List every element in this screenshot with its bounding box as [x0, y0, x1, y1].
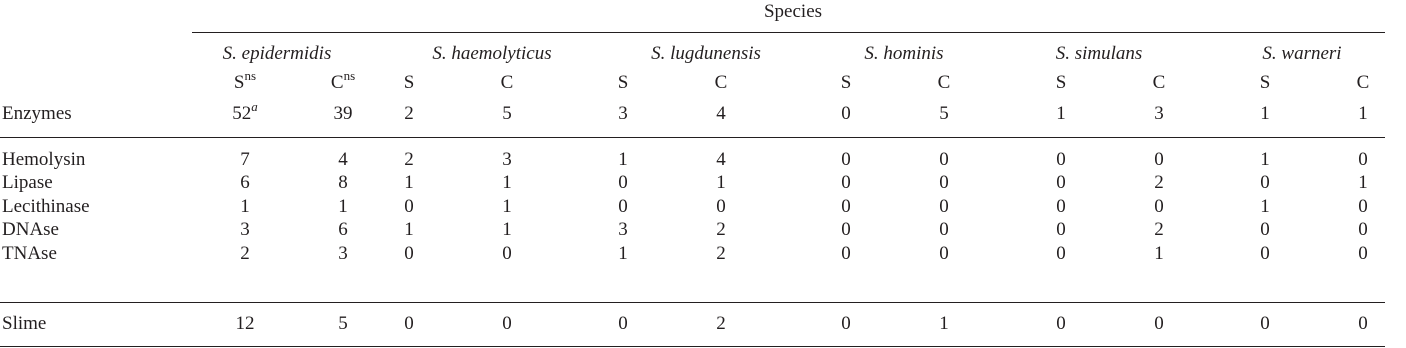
species-name: S. hominis	[864, 43, 944, 64]
column-count	[716, 103, 726, 125]
table-cell: 0	[1154, 196, 1164, 217]
table-cell: 1	[502, 196, 512, 217]
table-cell: 2	[716, 219, 726, 240]
cell-text: 0	[841, 103, 851, 124]
table-cell: 6	[338, 219, 348, 240]
table-cell: 4	[716, 149, 726, 170]
column-count	[1056, 103, 1066, 125]
cell-text: S	[1055, 72, 1067, 93]
table-cell: 0	[1056, 196, 1066, 217]
cell-text: 52	[232, 103, 252, 124]
table-bottom-rule	[0, 346, 1385, 347]
cell-text: S	[1259, 72, 1271, 93]
table-cell: 0	[1154, 149, 1164, 170]
cell-text: 1	[1056, 103, 1066, 124]
table-cell: 0	[404, 243, 414, 264]
table-cell: 0	[1056, 149, 1066, 170]
table-cell: 0	[1056, 313, 1066, 334]
table-cell: 0	[502, 313, 512, 334]
table-cell: 0	[841, 196, 851, 217]
cell-text: 5	[939, 103, 949, 124]
table-cell: 0	[841, 219, 851, 240]
column-label	[841, 72, 852, 94]
cell-text: 2	[404, 103, 414, 124]
table-cell: 1	[939, 313, 949, 334]
cell-text: 39	[333, 103, 353, 124]
species-name: S. warneri	[1262, 43, 1342, 64]
column-label	[715, 72, 728, 94]
table-cell: 0	[404, 313, 414, 334]
enzyme-row-label: Lecithinase	[2, 196, 90, 217]
table-cell: 0	[1358, 196, 1368, 217]
table-cell: 1	[618, 243, 628, 264]
species-name: S. simulans	[1055, 43, 1143, 64]
table-cell: 1	[404, 219, 414, 240]
cell-text: 3	[618, 103, 628, 124]
table-cell: 0	[1260, 313, 1270, 334]
cell-text: C	[1356, 72, 1370, 93]
table-cell: 0	[939, 243, 949, 264]
cell-text: S	[617, 72, 629, 93]
table-cell: 0	[1358, 219, 1368, 240]
cell-text: C	[937, 72, 951, 93]
column-label	[330, 67, 356, 94]
column-label	[1153, 72, 1166, 94]
table-cell: 0	[716, 196, 726, 217]
cell-text: C	[330, 72, 344, 93]
cell-text: 4	[716, 103, 726, 124]
table-cell: 0	[1358, 149, 1368, 170]
table-cell: 1	[240, 196, 250, 217]
enzyme-row-label: Lipase	[2, 172, 53, 193]
column-label	[1056, 72, 1067, 94]
column-count	[404, 103, 414, 125]
column-label	[618, 72, 629, 94]
column-count	[618, 103, 628, 125]
table-cell: 0	[841, 149, 851, 170]
table-cell: 2	[716, 313, 726, 334]
table-cell: 0	[939, 219, 949, 240]
table-cell: 0	[1260, 219, 1270, 240]
table-cell: 1	[404, 172, 414, 193]
column-label	[1260, 72, 1271, 94]
species-spanner: Species	[763, 1, 823, 22]
column-label	[404, 72, 415, 94]
slime-top-rule	[0, 302, 1385, 303]
table-cell: 0	[618, 313, 628, 334]
table-cell: 1	[1260, 149, 1270, 170]
table-cell: 0	[1056, 172, 1066, 193]
table-cell: 5	[338, 313, 348, 334]
cell-text: S	[233, 72, 245, 93]
table-cell: 8	[338, 172, 348, 193]
table-cell: 0	[502, 243, 512, 264]
enzyme-row-label: DNAse	[2, 219, 59, 240]
table-cell: 3	[502, 149, 512, 170]
table-cell: 2	[1154, 219, 1164, 240]
table-cell: 0	[618, 172, 628, 193]
column-count	[334, 103, 353, 125]
cell-text: 3	[1154, 103, 1164, 124]
table-cell: 0	[939, 172, 949, 193]
column-count	[232, 98, 258, 125]
cell-text: S	[403, 72, 415, 93]
table-cell: 0	[841, 313, 851, 334]
table-cell: 0	[1260, 243, 1270, 264]
table-cell: 2	[404, 149, 414, 170]
table-cell: 0	[939, 149, 949, 170]
cell-text: 5	[502, 103, 512, 124]
table-cell: 0	[841, 172, 851, 193]
species-name: S. lugdunensis	[651, 43, 761, 64]
table-cell: 2	[240, 243, 250, 264]
table-cell: 0	[841, 243, 851, 264]
table-cell: 1	[502, 172, 512, 193]
column-count	[502, 103, 512, 125]
column-count	[1260, 103, 1270, 125]
cell-text: C	[1152, 72, 1166, 93]
cell-text: 1	[1358, 103, 1368, 124]
table-cell: 1	[1154, 243, 1164, 264]
column-label	[233, 67, 257, 94]
column-count	[1154, 103, 1164, 125]
cell-text: 1	[1260, 103, 1270, 124]
species-name: S. epidermidis	[222, 43, 332, 64]
column-label	[501, 72, 514, 94]
table-cell: 0	[618, 196, 628, 217]
cell-text: C	[500, 72, 514, 93]
enzyme-row-label: Hemolysin	[2, 149, 86, 170]
column-label	[938, 72, 951, 94]
table-cell: 0	[1056, 243, 1066, 264]
table-cell: 0	[404, 196, 414, 217]
table-cell: 2	[1154, 172, 1164, 193]
header-bottom-rule	[0, 137, 1385, 138]
enzyme-row-label: TNAse	[2, 243, 57, 264]
table-cell: 1	[1260, 196, 1270, 217]
column-label	[1357, 72, 1370, 94]
species-name: S. haemolyticus	[432, 43, 552, 64]
table-cell: 3	[240, 219, 250, 240]
table-cell: 0	[1358, 243, 1368, 264]
table-cell: 1	[716, 172, 726, 193]
table-cell: 12	[235, 313, 255, 334]
column-count	[939, 103, 949, 125]
table-cell: 2	[716, 243, 726, 264]
table-cell: 1	[502, 219, 512, 240]
cell-text: C	[714, 72, 728, 93]
table-cell: 3	[618, 219, 628, 240]
superscript: a	[251, 98, 258, 114]
cell-text: S	[840, 72, 852, 93]
table-cell: 6	[240, 172, 250, 193]
table-cell: 7	[240, 149, 250, 170]
column-count	[841, 103, 851, 125]
table-cell: 1	[618, 149, 628, 170]
table-cell: 4	[338, 149, 348, 170]
table-cell: 0	[1358, 313, 1368, 334]
slime-row-label: Slime	[2, 313, 47, 334]
table-cell: 1	[1358, 172, 1368, 193]
superscript: ns	[244, 67, 257, 83]
spanner-rule	[192, 32, 1385, 33]
table-cell: 0	[1056, 219, 1066, 240]
table-cell: 0	[1154, 313, 1164, 334]
table-cell: 3	[338, 243, 348, 264]
table-cell: 1	[338, 196, 348, 217]
enzymes-stub-header: Enzymes	[2, 103, 72, 124]
table-cell: 0	[1260, 172, 1270, 193]
table-cell: 0	[939, 196, 949, 217]
superscript: ns	[343, 67, 356, 83]
column-count	[1358, 103, 1368, 125]
